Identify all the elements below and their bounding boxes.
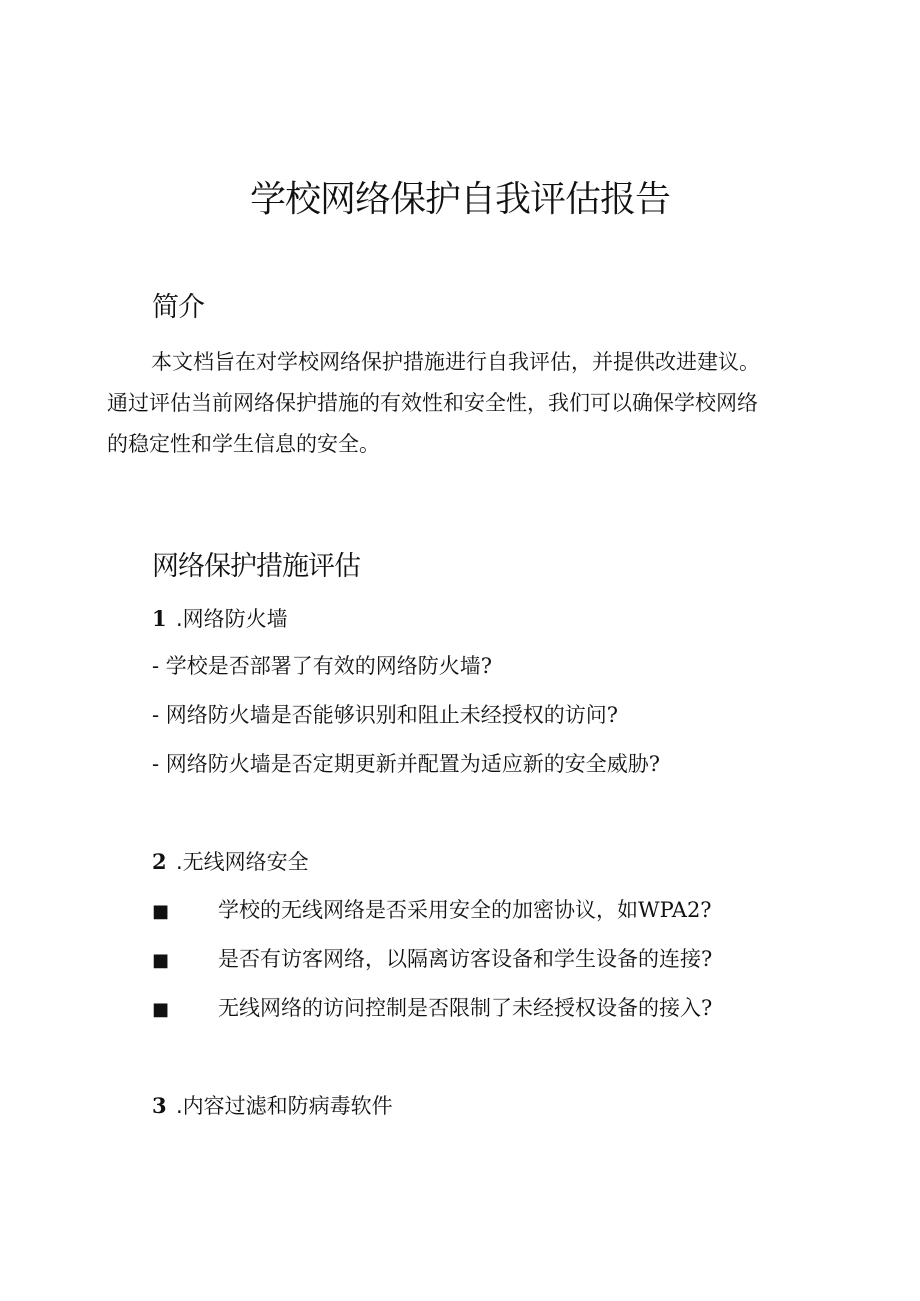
list-item	[152, 700, 618, 730]
section-title: .内容过滤和防病毒软件	[176, 1094, 393, 1118]
section-number: 3	[152, 1093, 167, 1118]
section-title: .网络防火墙	[176, 607, 288, 631]
list-item	[152, 993, 712, 1025]
square-bullet-icon: ■	[152, 901, 170, 922]
list-item-text: 学校的无线网络是否采用安全的加密协议，如WPA2?	[218, 898, 712, 922]
intro-line: 本文档旨在对学校网络保护措施进行自我评估，并提供改进建议。	[151, 350, 760, 374]
list-item-text: 无线网络的访问控制是否限制了未经授权设备的接入?	[218, 996, 713, 1020]
dash-marker: -	[152, 654, 160, 678]
square-bullet-icon: ■	[152, 950, 170, 971]
document-title: 学校网络保护自我评估报告	[249, 179, 670, 220]
section-3-heading	[152, 1091, 393, 1121]
list-item-text: 学校是否部署了有效的网络防火墙?	[165, 654, 493, 678]
list-item	[152, 651, 492, 681]
section-1-heading	[152, 604, 288, 634]
evaluation-heading: 网络保护措施评估	[152, 551, 360, 582]
section-number: 1	[152, 606, 167, 631]
intro-line: 通过评估当前网络保护措施的有效性和安全性，我们可以确保学校网络	[107, 391, 758, 415]
dash-marker: -	[152, 703, 160, 727]
dash-marker: -	[152, 752, 160, 776]
list-item-text: 网络防火墙是否定期更新并配置为适应新的安全威胁?	[165, 752, 661, 776]
list-item-text: 是否有访客网络，以隔离访客设备和学生设备的连接?	[218, 947, 713, 971]
intro-line: 的稳定性和学生信息的安全。	[107, 432, 380, 456]
list-item-text: 网络防火墙是否能够识别和阻止未经授权的访问?	[165, 703, 619, 727]
list-item	[152, 749, 660, 779]
square-bullet-icon: ■	[152, 999, 170, 1020]
section-title: .无线网络安全	[176, 850, 309, 874]
list-item	[152, 895, 712, 927]
intro-paragraph	[107, 342, 837, 465]
intro-heading: 简介	[152, 292, 204, 323]
section-number: 2	[152, 849, 167, 874]
section-2-heading	[152, 847, 309, 877]
list-item	[152, 944, 712, 976]
